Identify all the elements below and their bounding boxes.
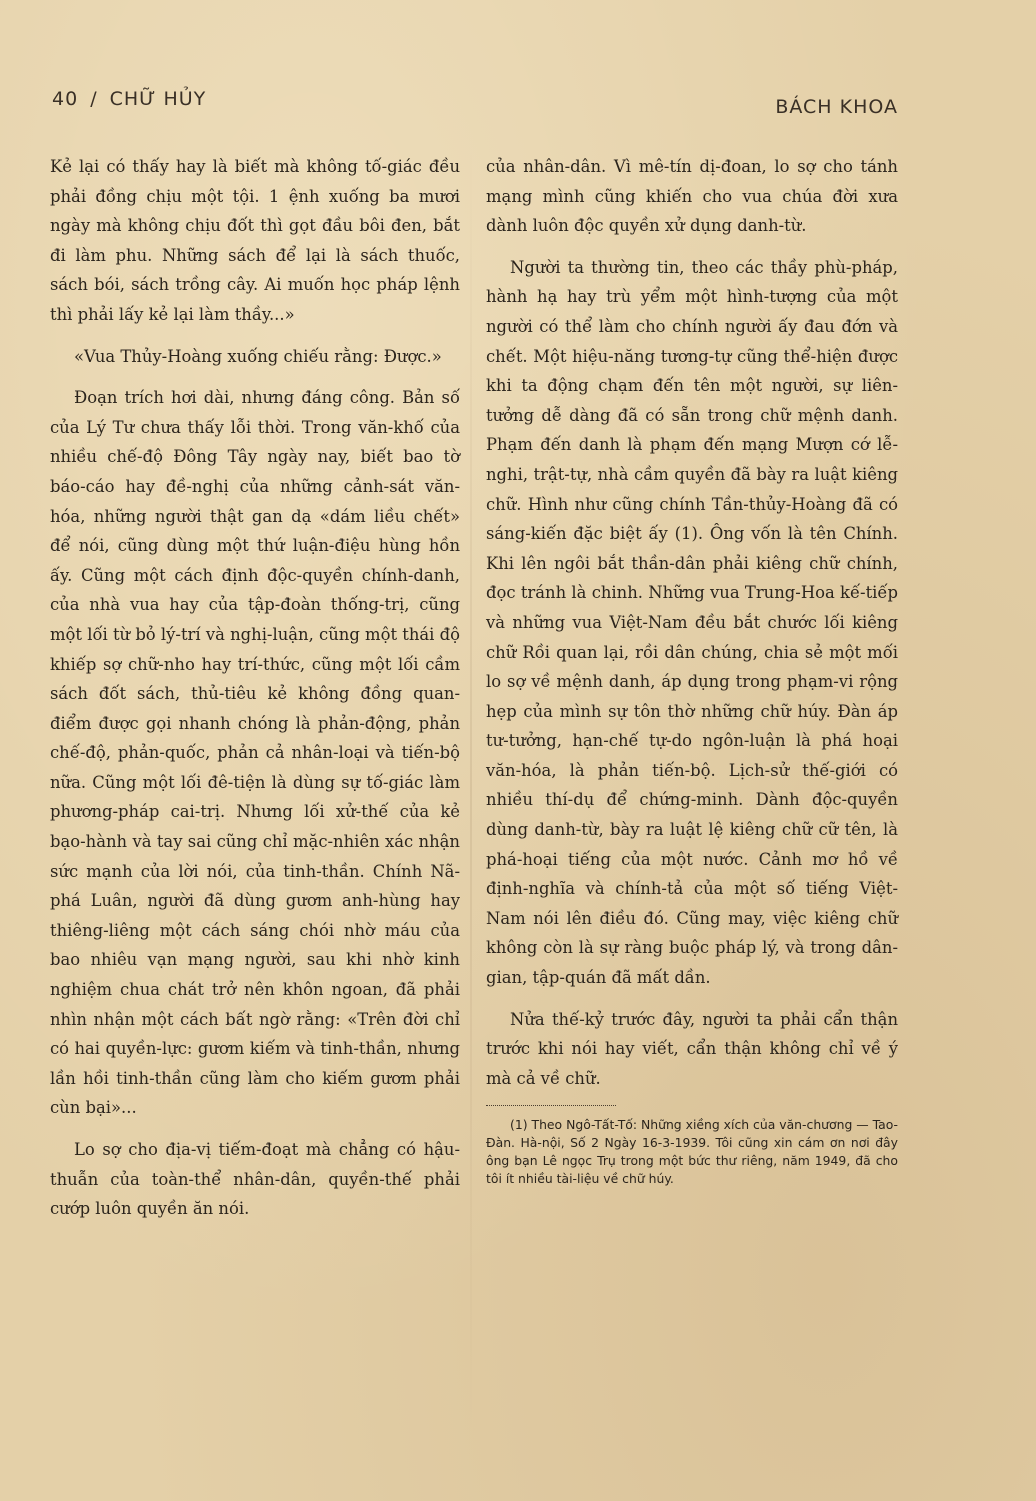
paragraph: Kẻ lại có thấy hay là biết mà không tố-giác đều phải đồng chịu một tội. 1 ệnh xuống ba mươi ngày mà không chịu đốt thì gọt đầu bôi đen, bắt đi làm phu. Những sách để lại là sách thuốc, sách bói, sách trồng cây. Ai muốn học pháp lệnh thì phải lấy kẻ lại làm thầy...» [50, 157, 460, 324]
header-left [52, 88, 206, 110]
page-crease [470, 140, 472, 1440]
right-column [486, 152, 898, 1200]
footnote-divider [486, 1105, 616, 1106]
paragraph: Nửa thế-kỷ trước đây, người ta phải cẩn thận trước khi nói hay viết, cẩn thận không chỉ về ý mà cả về chữ. [486, 1009, 898, 1088]
header-separator: / [90, 88, 98, 110]
paragraph: Đoạn trích hơi dài, nhưng đáng công. Bản số của Lý Tư chưa thấy lỗi thời. Trong văn-khố của nhiều chế-độ Đông Tây ngày nay, biết bao tờ báo-cáo hay đề-nghị của những cảnh-sát văn-hóa, những người thật gan dạ «dám liều chết» để nói, cũng dùng một thứ luận-điệu hùng hồn ấy. Cũng một cách định độc-quyền chính-danh, của nhà vua hay của tập-đoàn thống-trị, cũng một lối từ bỏ lý-trí và nghị-luận, cũng một thái độ khiếp sợ chữ-nho hay trí-thức, cũng một lối cầm sách đốt sách, thủ-tiêu kẻ không đồng quan-điểm được gọi nhanh chóng là phản-động, phản chế-độ, phản-quốc, phản cả nhân-loại và tiến-bộ nữa. Cũng một lối đê-tiện là dùng sự tố-giác làm phương-pháp cai-trị. Nhưng lối xử-thế của kẻ bạo-hành và tay sai cũng chỉ mặc-nhiên xác nhận sức mạnh của lời nói, của tinh-thần. Chính Nã-phá Luân, người đã dùng gươm anh-hùng hay thiêng-liêng một cách sáng chói nhờ máu của bao nhiêu vạn mạng người, sau khi nhờ kinh nghiệm chua chát trở nên khôn ngoan, đã phải nhìn nhận một cách bất ngờ rằng: «Trên đời chỉ có hai quyền-lực: gươm kiếm và tinh-thần, nhưng lần hồi tinh-thần cũng làm cho kiếm gươm phải cùn bại»... [50, 388, 460, 1118]
paragraph: của nhân-dân. Vì mê-tín dị-đoan, lo sợ cho tánh mạng mình cũng khiến cho vua chúa đời xưa dành luôn độc quyền xử dụng danh-từ. [486, 157, 898, 236]
page-number: 40 [52, 88, 79, 110]
section-title: CHỮ HỦY [109, 88, 207, 110]
footnote: (1) Theo Ngô-Tất-Tố: Những xiềng xích của văn-chương — Tao-Đàn. Hà-nội, Số 2 Ngày 16-3-1939. Tôi cũng xin cám ơn nơi đây ông bạn Lê ngọc Trụ trong một bức thư riêng, năm 1949, đã cho tôi ít nhiều tài-liệu về chữ húy. [486, 1117, 898, 1187]
page-header [52, 88, 898, 118]
left-column [50, 152, 460, 1236]
magazine-title: BÁCH KHOA [775, 96, 898, 118]
paragraph: Người ta thường tin, theo các thầy phù-pháp, hành hạ hay trù yểm một hình-tượng của một người có thể làm cho chính người ấy đau đớn và chết. Một hiệu-năng tương-tự cũng thể-hiện được khi ta động chạm đến tên một người, sự liên-tưởng dễ dàng đã có sẵn trong chữ mệnh danh. Phạm đến danh là phạm đến mạng Mượn cớ lễ-nghi, trật-tự, nhà cầm quyền đã bày ra luật kiêng chữ. Hình như cũng chính Tần-thủy-Hoàng đã có sáng-kiến đặc biệt ấy (1). Ông vốn là tên Chính. Khi lên ngôi bắt thần-dân phải kiêng chữ chính, đọc tránh là chinh. Những vua Trung-Hoa kế-tiếp và những vua Việt-Nam đều bắt chước lối kiêng chữ Rồi quan lại, rồi dân chúng, chia sẻ một mối lo sợ về mệnh danh, áp dụng trong phạm-vi rộng hẹp của mình sự tôn thờ những chữ húy. Đàn áp tư-tưởng, hạn-chế tự-do ngôn-luận là phá hoại văn-hóa, là phản tiến-bộ. Lịch-sử thế-giới có nhiều thí-dụ để chứng-minh. Dành độc-quyền dùng danh-từ, bày ra luật lệ kiêng chữ cữ tên, là phá-hoại tiếng của một nước. Cảnh mơ hồ về định-nghĩa và chính-tả của một số tiếng Việt-Nam nói lên điều đó. Cũng may, việc kiêng chữ không còn là sự ràng buộc pháp lý, và trong dân-gian, tập-quán đã mất dần. [486, 257, 898, 988]
paragraph: Lo sợ cho địa-vị tiếm-đoạt mà chẳng có hậu-thuẫn của toàn-thể nhân-dân, quyền-thế phải cướp luôn quyền ăn nói. [50, 1140, 460, 1219]
paragraph: «Vua Thủy-Hoàng xuống chiếu rằng: Được.» [74, 346, 442, 366]
